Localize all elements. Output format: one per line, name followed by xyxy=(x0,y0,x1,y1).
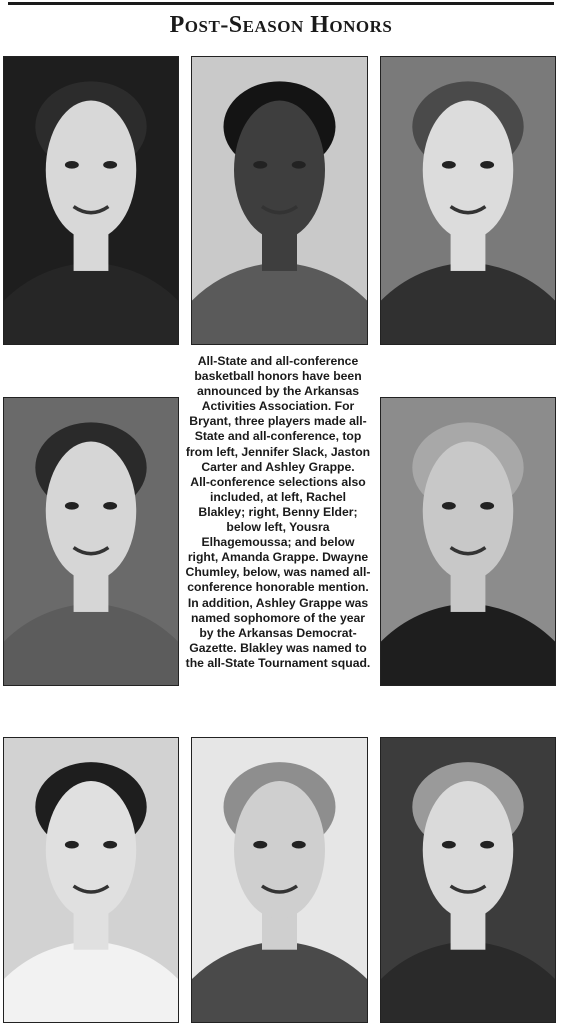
photo-dwayne-chumley xyxy=(191,737,368,1023)
face xyxy=(234,100,325,239)
left-eye xyxy=(253,841,267,849)
header-rule xyxy=(8,2,554,5)
page-title: Post-Season Honors xyxy=(169,12,393,38)
right-eye xyxy=(103,161,117,169)
left-eye xyxy=(65,161,79,169)
photo-benny-elder xyxy=(380,397,556,686)
photo-jennifer-slack xyxy=(3,56,179,345)
portrait-image xyxy=(4,57,178,344)
left-eye xyxy=(65,841,79,849)
right-eye xyxy=(480,502,494,510)
left-eye xyxy=(442,502,456,510)
face xyxy=(234,781,325,919)
caption-paragraph-2: All-conference selections also included, at left, Rachel Blakley; right, Benny Elder; below left, Yousra Elhagemoussa; and below right, Amanda Grappe. Dwayne Chumley, below, was named all-conference honorable mention. In addition, Ashley Grappe was named sophomore of the year by the Arkansas Democrat-Gazette. Blakley was named to the all-State Tournament squad. xyxy=(185,474,371,670)
right-eye xyxy=(480,841,494,849)
photo-rachel-blakley xyxy=(3,397,179,686)
portrait-image xyxy=(192,57,367,344)
photo-caption xyxy=(185,354,371,671)
left-eye xyxy=(253,161,267,169)
face xyxy=(46,441,136,580)
left-eye xyxy=(65,502,79,510)
portrait-image xyxy=(192,738,367,1022)
right-eye xyxy=(103,502,117,510)
photo-yousra-elhagemoussa xyxy=(3,737,179,1023)
face xyxy=(423,781,513,919)
left-eye xyxy=(442,161,456,169)
portrait-image xyxy=(381,738,555,1022)
photo-ashley-grappe xyxy=(380,56,556,345)
face xyxy=(46,100,136,239)
portrait-image xyxy=(381,57,555,344)
face xyxy=(423,441,513,580)
photo-jaston-carter xyxy=(191,56,368,345)
portrait-image xyxy=(4,398,178,685)
right-eye xyxy=(292,841,306,849)
face xyxy=(423,100,513,239)
right-eye xyxy=(480,161,494,169)
portrait-image xyxy=(4,738,178,1022)
portrait-image xyxy=(381,398,555,685)
face xyxy=(46,781,136,919)
right-eye xyxy=(292,161,306,169)
left-eye xyxy=(442,841,456,849)
caption-paragraph-1: All-State and all-conference basketball honors have been announced by the Arkansas Activities Association. For Bryant, three players made all-State and all-conference, top from left, Jennifer Slack, Jaston Carter and Ashley Grappe. xyxy=(185,354,371,474)
photo-amanda-grappe xyxy=(380,737,556,1023)
right-eye xyxy=(103,841,117,849)
